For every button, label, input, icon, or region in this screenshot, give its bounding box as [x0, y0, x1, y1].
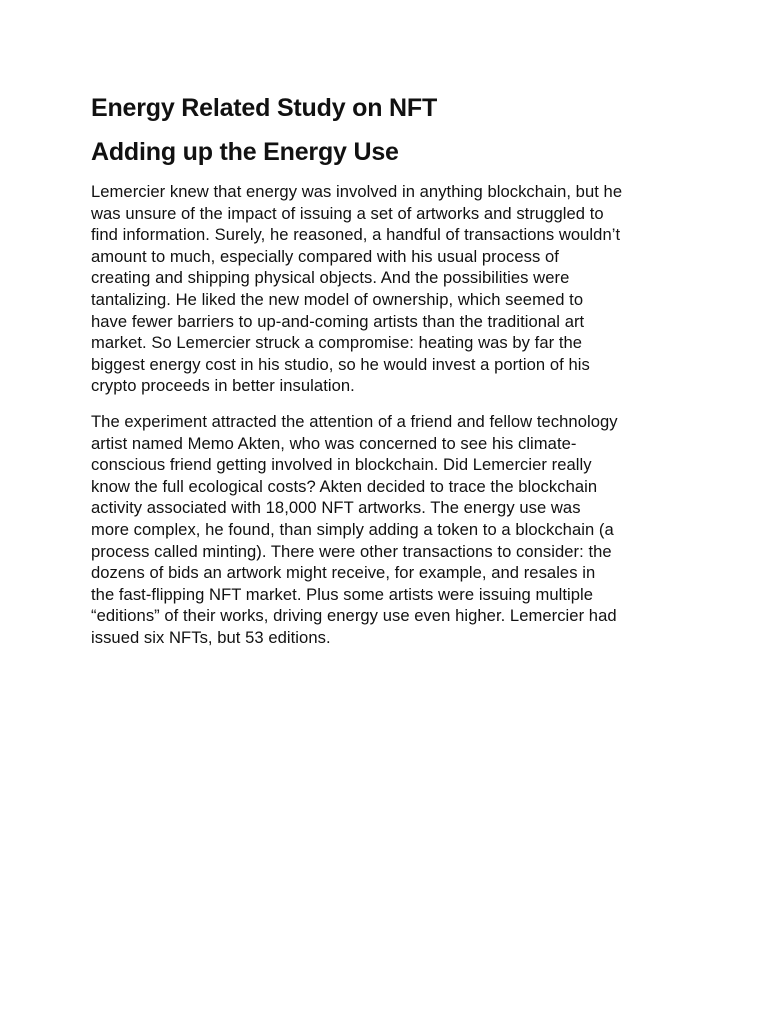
- paragraph-line: amount to much, especially compared with his usual process of: [91, 246, 559, 266]
- paragraph-2: [91, 411, 691, 649]
- paragraph-line: biggest energy cost in his studio, so he would invest a portion of his: [91, 354, 590, 374]
- paragraph-line: was unsure of the impact of issuing a set of artworks and struggled to: [91, 203, 604, 223]
- document-title: Energy Related Study on NFT: [91, 94, 438, 122]
- paragraph-line: more complex, he found, than simply adding a token to a blockchain (a: [91, 519, 614, 539]
- paragraph-line: know the full ecological costs? Akten decided to trace the blockchain: [91, 476, 598, 496]
- paragraph-line: crypto proceeds in better insulation.: [91, 376, 355, 396]
- paragraph-line: creating and shipping physical objects. And the possibilities were: [91, 268, 570, 288]
- document-page: [91, 92, 691, 662]
- paragraph-line: market. So Lemercier struck a compromise: heating was by far the: [91, 333, 583, 353]
- paragraph-line: process called minting). There were other transactions to consider: the: [91, 541, 612, 561]
- section-heading: Adding up the Energy Use: [91, 138, 399, 166]
- paragraph-line: The experiment attracted the attention of a friend and fellow technology: [91, 411, 618, 431]
- paragraph-line: dozens of bids an artwork might receive, for example, and resales in: [91, 563, 596, 583]
- paragraph-line: artist named Memo Akten, who was concerned to see his climate-: [91, 433, 577, 453]
- paragraph-line: conscious friend getting involved in blockchain. Did Lemercier really: [91, 455, 592, 475]
- paragraph-line: the fast-flipping NFT market. Plus some artists were issuing multiple: [91, 584, 594, 604]
- paragraph-line: activity associated with 18,000 NFT artworks. The energy use was: [91, 498, 581, 518]
- paragraph-line: find information. Surely, he reasoned, a handful of transactions wouldn’t: [91, 225, 621, 245]
- paragraph-line: tantalizing. He liked the new model of ownership, which seemed to: [91, 289, 584, 309]
- paragraph-line: “editions” of their works, driving energy use even higher. Lemercier had: [91, 606, 617, 626]
- paragraph-1: [91, 181, 691, 397]
- paragraph-line: Lemercier knew that energy was involved in anything blockchain, but he: [91, 182, 623, 201]
- paragraph-line: have fewer barriers to up-and-coming artists than the traditional art: [91, 311, 585, 331]
- paragraph-line: issued six NFTs, but 53 editions.: [91, 627, 331, 647]
